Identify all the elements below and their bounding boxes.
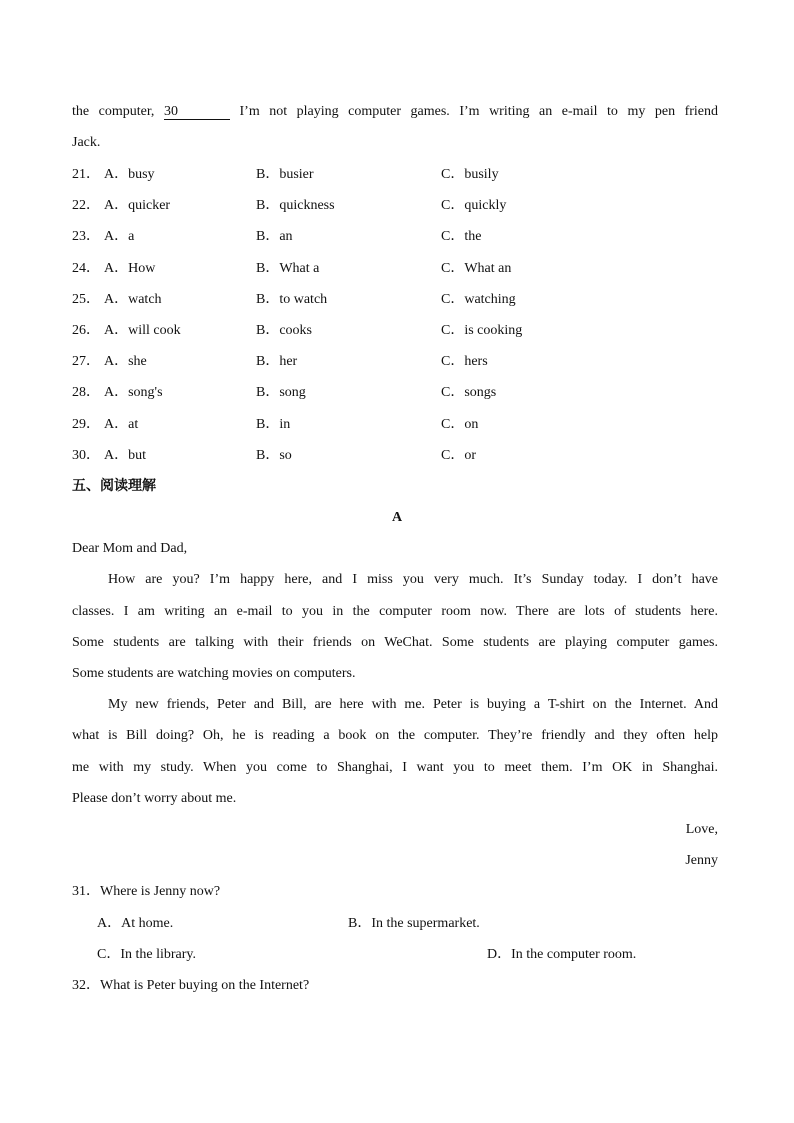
question-number: 25． (72, 292, 100, 307)
question-number: 30． (72, 448, 100, 463)
letter-p1-line-1: How are you? I’m happy here, and I miss you very much. It’s Sunday today. I don’t have (108, 572, 718, 587)
letter-greeting: Dear Mom and Dad, (72, 541, 188, 556)
option-a: A．at (104, 417, 139, 432)
option-c: C．quickly (441, 198, 507, 213)
question-31: 31．Where is Jenny now? (72, 884, 221, 899)
option-c: C．songs (441, 385, 497, 400)
option-b: B．so (256, 448, 292, 463)
question-31-option-c: C．In the library. (97, 947, 197, 962)
question-number: 26． (72, 323, 100, 338)
option-b: B．in (256, 417, 291, 432)
option-a: A．quicker (104, 198, 171, 213)
option-a: A．song's (104, 385, 163, 400)
question-number: 23． (72, 229, 100, 244)
option-c: C．is cooking (441, 323, 523, 338)
question-31-option-b: B．In the supermarket. (348, 916, 480, 931)
letter-p2-line-2: what is Bill doing? Oh, he is reading a book on the computer. They’re friendly and they often help (72, 728, 718, 743)
intro-line-1 (72, 103, 718, 121)
intro-text-after: I’m not playing computer games. I’m writing an e-mail to my pen friend (239, 104, 719, 119)
question-31-option-d: D．In the computer room. (487, 947, 637, 962)
option-b: B．to watch (256, 292, 328, 307)
option-c: C．on (441, 417, 479, 432)
option-a: A．How (104, 261, 156, 276)
question-number: 22． (72, 198, 100, 213)
option-c: C．hers (441, 354, 488, 369)
option-c: C．busily (441, 167, 499, 182)
question-number: 29． (72, 417, 100, 432)
option-b: B．her (256, 354, 298, 369)
option-a: A．will cook (104, 323, 181, 338)
option-c: C．or (441, 448, 476, 463)
answer-blank-30: 30 (164, 105, 230, 120)
letter-p1-line-4: Some students are watching movies on computers. (72, 666, 356, 681)
option-a: A．watch (104, 292, 162, 307)
section-title: 五、阅读理解 (72, 478, 156, 494)
option-c: C．the (441, 229, 482, 244)
question-number: 21． (72, 167, 100, 182)
option-c: C．watching (441, 292, 516, 307)
option-b: B．quickness (256, 198, 335, 213)
question-31-option-a: A．At home. (97, 916, 174, 931)
option-a: A．but (104, 448, 146, 463)
question-number: 27． (72, 354, 100, 369)
question-32: 32．What is Peter buying on the Internet? (72, 978, 310, 993)
option-a: A．she (104, 354, 147, 369)
question-number: 24． (72, 261, 100, 276)
option-b: B．song (256, 385, 306, 400)
option-a: A．a (104, 229, 135, 244)
letter-p1-line-3: Some students are talking with their friends on WeChat. Some students are playing computer games. (72, 635, 718, 650)
letter-p2-line-3: me with my study. When you come to Shanghai, I want you to meet them. I’m OK in Shanghai. (72, 760, 718, 775)
letter-p2-line-1: My new friends, Peter and Bill, are here with me. Peter is buying a T-shirt on the Internet. And (108, 697, 718, 712)
option-b: B．What a (256, 261, 320, 276)
passage-label: A (391, 510, 403, 525)
question-number: 28． (72, 385, 100, 400)
intro-text-before: the computer, (72, 104, 155, 119)
letter-p2-line-4: Please don’t worry about me. (72, 791, 237, 806)
letter-signature: Jenny (685, 853, 718, 868)
option-b: B．an (256, 229, 293, 244)
intro-line-2: Jack. (72, 135, 101, 150)
option-a: A．busy (104, 167, 155, 182)
option-c: C．What an (441, 261, 512, 276)
letter-closing: Love, (685, 822, 718, 837)
option-b: B．busier (256, 167, 314, 182)
letter-p1-line-2: classes. I am writing an e-mail to you in the computer room now. There are lots of students here. (72, 604, 718, 619)
option-b: B．cooks (256, 323, 312, 338)
